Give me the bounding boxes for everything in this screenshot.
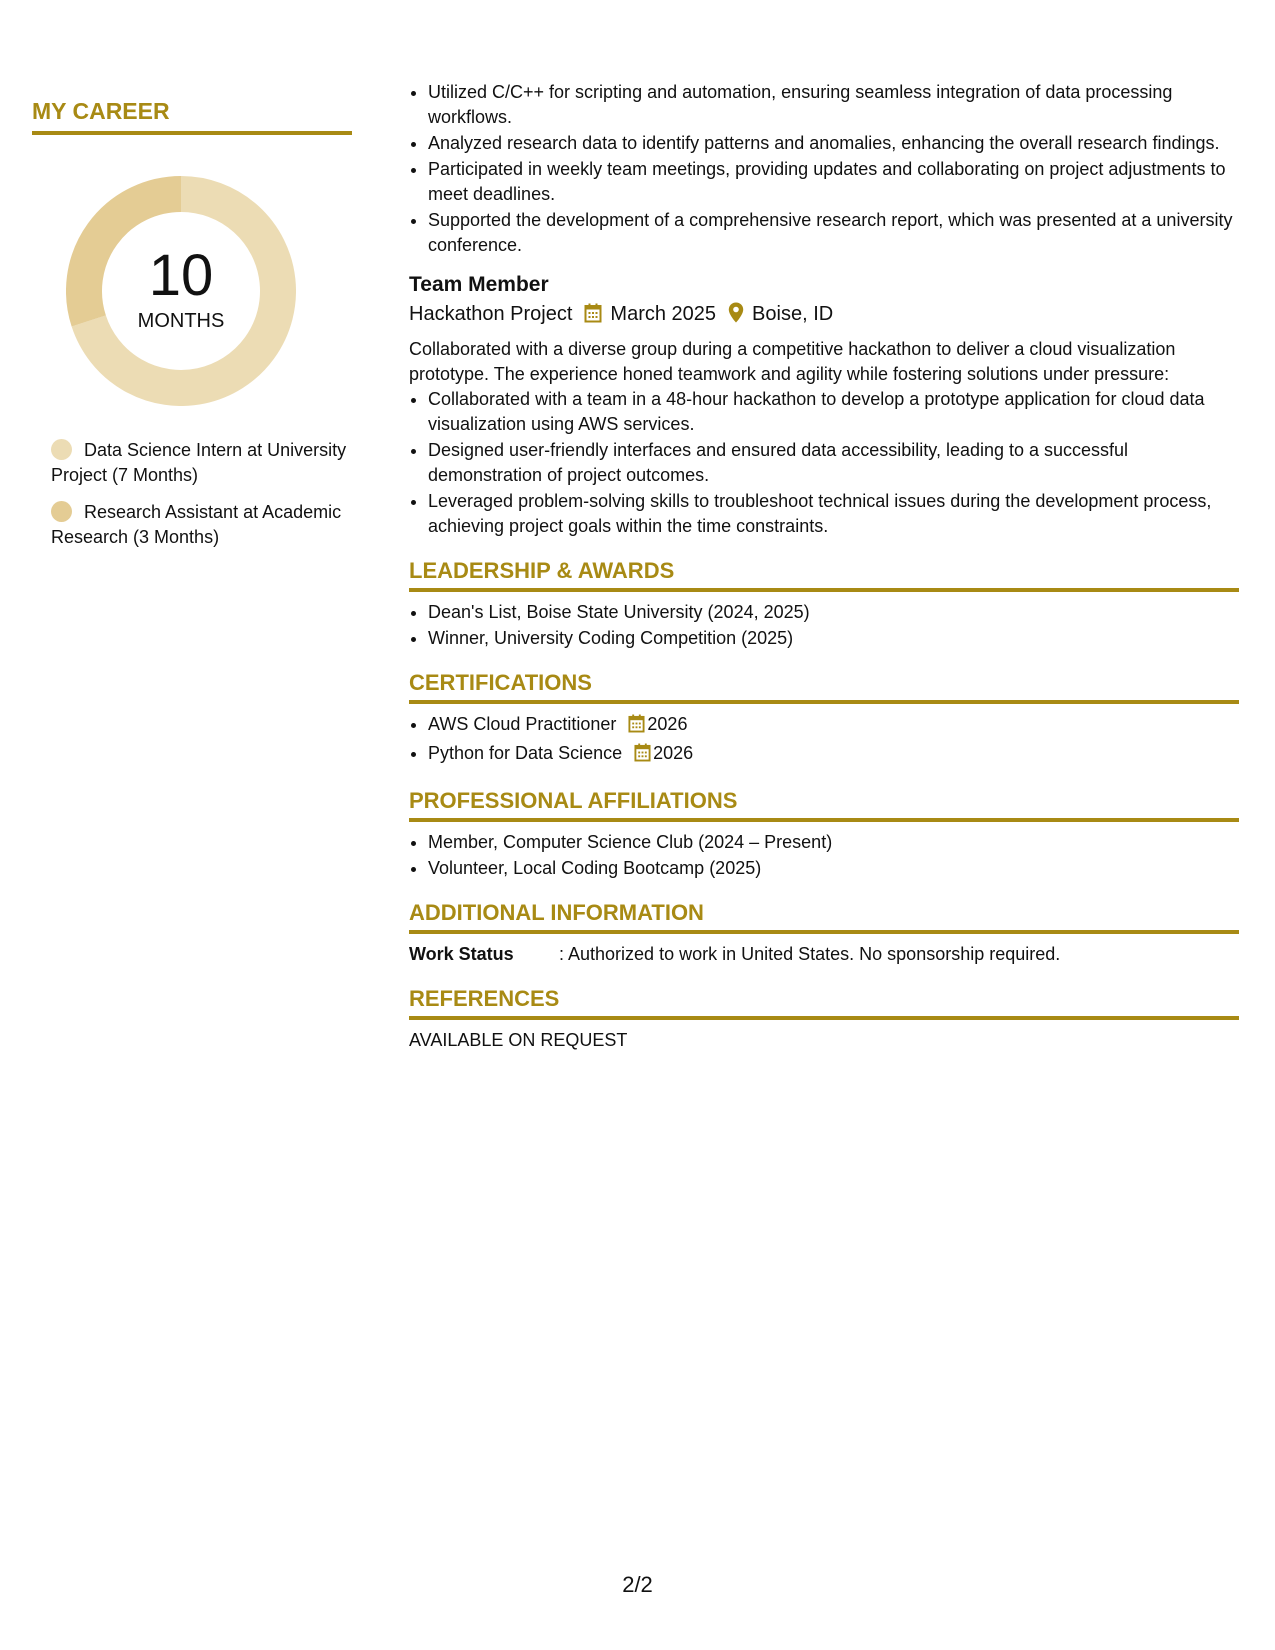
list-item: • Volunteer, Local Coding Bootcamp (2025) (428, 856, 1239, 881)
career-legend (51, 438, 351, 562)
list-item: • Utilized C/C++ for scripting and automation, ensuring seamless integration of data processing workflows. (428, 80, 1239, 130)
cert-name: Python for Data Science (428, 743, 623, 763)
list-item: • Leveraged problem-solving skills to troubleshoot technical issues during the development process, achieving project goals within the time constraints. (428, 489, 1239, 539)
list-item: • Collaborated with a team in a 48-hour hackathon to develop a prototype application for cloud data visualization using AWS services. (428, 387, 1239, 437)
main-content (409, 80, 1239, 1053)
certifications-list (409, 712, 1239, 769)
legend-label: Research Assistant at Academic Research (3 Months) (51, 502, 342, 547)
section-heading: PROFESSIONAL AFFILIATIONS (409, 788, 1239, 822)
leadership-section (409, 558, 1239, 651)
list-item (428, 741, 1239, 769)
job-title: Team Member (409, 273, 549, 296)
career-heading: MY CAREER (32, 98, 352, 135)
leadership-list (409, 600, 1239, 651)
donut-total-unit: MONTHS (137, 310, 225, 332)
list-item: • Designed user-friendly interfaces and ensured data accessibility, leading to a successful demonstration of project outcomes. (428, 438, 1239, 488)
career-sidebar (32, 98, 352, 547)
references-text: AVAILABLE ON REQUEST (409, 1030, 628, 1050)
job-bullets (409, 387, 1239, 539)
certifications-section (409, 670, 1239, 769)
experience-bullets (409, 80, 1239, 258)
list-item: • Supported the development of a comprehensive research report, which was presented at a university conference. (428, 208, 1239, 258)
page-number: 2/2 (622, 1572, 653, 1597)
location-pin-icon (728, 302, 744, 332)
list-item: • Winner, University Coding Competition (2025) (428, 626, 1239, 651)
job-description: Collaborated with a diverse group during a competitive hackathon to deliver a cloud visualization prototype. The experience honed teamwork and agility while fostering solutions under pressure: (409, 339, 1176, 384)
list-item: • Participated in weekly team meetings, providing updates and collaborating on project adjustments to meet deadlines. (428, 157, 1239, 207)
affiliations-section (409, 788, 1239, 881)
donut-center (66, 176, 296, 406)
affiliations-list (409, 830, 1239, 881)
list-item (428, 712, 1239, 740)
legend-label: Data Science Intern at University Project (7 Months) (51, 440, 347, 485)
job-org: Hackathon Project (409, 303, 573, 325)
references-section (409, 986, 1239, 1053)
cert-year: 2026 (647, 714, 688, 734)
legend-dot (51, 439, 72, 460)
section-heading: LEADERSHIP & AWARDS (409, 558, 1239, 592)
work-status-row (409, 942, 1239, 967)
job-meta (409, 299, 1239, 332)
section-heading: CERTIFICATIONS (409, 670, 1239, 704)
work-status-label: Work Status (409, 944, 514, 964)
calendar-icon (584, 302, 602, 332)
cert-year: 2026 (653, 743, 694, 763)
calendar-icon (634, 743, 651, 769)
calendar-icon (628, 714, 645, 740)
section-heading: ADDITIONAL INFORMATION (409, 900, 1239, 934)
job-date: March 2025 (610, 303, 717, 325)
list-item: • Member, Computer Science Club (2024 – Present) (428, 830, 1239, 855)
career-donut-chart (66, 176, 296, 406)
job-location: Boise, ID (752, 303, 834, 325)
section-heading: REFERENCES (409, 986, 1239, 1020)
list-item: • Dean's List, Boise State University (2024, 2025) (428, 600, 1239, 625)
legend-item (51, 438, 351, 488)
cert-name: AWS Cloud Practitioner (428, 714, 617, 734)
legend-dot (51, 501, 72, 522)
work-status-value: : Authorized to work in United States. No sponsorship required. (559, 944, 1061, 964)
additional-section (409, 900, 1239, 967)
list-item: • Analyzed research data to identify patterns and anomalies, enhancing the overall research findings. (428, 131, 1239, 156)
legend-item (51, 500, 351, 550)
donut-total-value: 10 (148, 243, 214, 308)
